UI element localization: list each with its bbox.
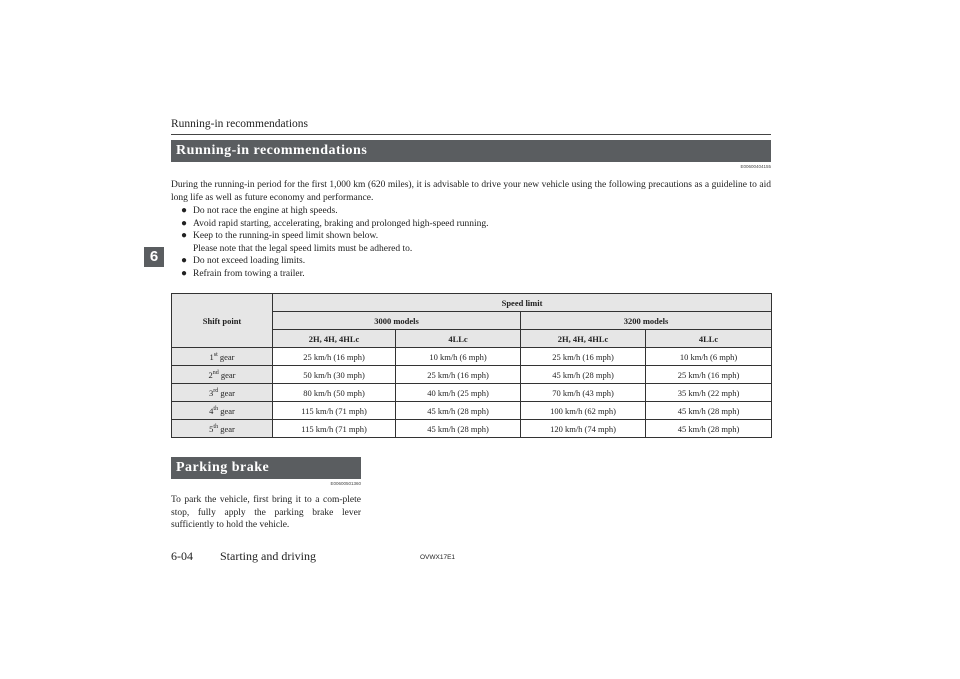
list-item [181,230,771,255]
gear-cell [172,402,273,420]
speed-cell: 45 km/h (28 mph) [521,366,646,384]
speed-cell: 10 km/h (6 mph) [396,348,521,366]
list-item [181,205,771,218]
list-item-note: Please note that the legal speed limits must be adhered to. [193,243,413,254]
gear-word: gear [220,423,235,434]
mode-header: 2H, 4H, 4HLc [521,330,646,348]
gear-number: 2 [208,369,213,380]
speed-cell: 25 km/h (16 mph) [396,366,521,384]
mode-header: 2H, 4H, 4HLc [273,330,396,348]
gear-cell [172,420,273,438]
list-item-text: Do not exceed loading limits. [193,256,306,266]
list-item-text: Keep to the running-in speed limit shown below. [193,231,379,241]
gear-number: 4 [209,405,214,416]
list-item [181,268,771,281]
bullet-icon: ● [181,255,188,266]
section-title-parking-brake: Parking brake [171,457,361,479]
intro-paragraph: During the running-in period for the first 1,000 km (620 miles), it is advisable to drive your new vehicle using the following precautions as a guideline to aid long life as well as future economy and performance. [171,180,771,203]
mode-header: 4LLc [646,330,772,348]
speed-cell: 25 km/h (16 mph) [273,348,396,366]
chapter-tab[interactable]: 6 [144,247,164,267]
model-group-header: 3000 models [273,312,521,330]
speed-limit-header: Speed limit [273,294,772,312]
gear-ordinal: rd [213,387,219,394]
gear-number: 5 [209,423,214,434]
speed-cell: 45 km/h (28 mph) [396,402,521,420]
document-code: OVWX17E1 [420,554,456,561]
mode-header: 4LLc [396,330,521,348]
bullet-icon: ● [181,217,188,229]
shift-point-header: Shift point [172,294,273,348]
list-item [181,218,771,231]
footer-chapter-name: Starting and driving [220,549,316,563]
bullet-icon: ● [181,267,188,279]
speed-cell: 35 km/h (22 mph) [646,384,772,402]
gear-word: gear [220,387,235,398]
table-row [172,420,772,438]
table-row [172,348,772,366]
page-number: 6-04 [171,549,193,563]
speed-cell: 25 km/h (16 mph) [521,348,646,366]
speed-cell: 45 km/h (28 mph) [396,420,521,438]
list-item-text: Do not race the engine at high speeds. [193,206,338,216]
section-code-running-in: E00600404155 [740,164,771,169]
speed-cell: 115 km/h (71 mph) [273,420,396,438]
gear-ordinal: th [213,405,219,412]
gear-ordinal: st [213,351,218,358]
list-item [181,255,771,268]
speed-cell: 50 km/h (30 mph) [273,366,396,384]
table-row [172,366,772,384]
speed-cell: 120 km/h (74 mph) [521,420,646,438]
speed-cell: 10 km/h (6 mph) [646,348,772,366]
table-row [172,384,772,402]
gear-word: gear [220,405,235,416]
parking-brake-paragraph: To park the vehicle, first bring it to a com-plete stop, fully apply the parking brake lever sufficiently to hold the vehicle. [171,495,361,530]
model-group-header: 3200 models [521,312,772,330]
speed-cell: 25 km/h (16 mph) [646,366,772,384]
bullet-icon: ● [181,205,188,216]
list-item-text: Refrain from towing a trailer. [193,268,305,279]
speed-cell: 45 km/h (28 mph) [646,420,772,438]
running-head-title: Running-in recommendations [171,118,309,130]
gear-word: gear [220,369,236,380]
list-item-text: Avoid rapid starting, accelerating, braking and prolonged high-speed running. [193,218,489,229]
table-header-row [172,294,772,312]
speed-cell: 80 km/h (50 mph) [273,384,396,402]
section-title-running-in: Running-in recommendations [171,140,771,162]
gear-cell [172,366,273,384]
gear-cell [172,348,273,366]
speed-cell: 70 km/h (43 mph) [521,384,646,402]
speed-cell: 40 km/h (25 mph) [396,384,521,402]
precaution-list [181,205,771,280]
gear-word: gear [219,351,235,362]
header-divider [171,134,771,135]
gear-ordinal: th [213,423,219,430]
gear-cell [172,384,273,402]
section-code-parking-brake: E00600501360 [330,481,361,486]
gear-ordinal: nd [212,369,219,376]
speed-cell: 115 km/h (71 mph) [273,402,396,420]
bullet-icon: ● [181,230,188,241]
gear-number: 1 [209,351,214,362]
gear-number: 3 [208,387,214,398]
table-row [172,402,772,420]
speed-cell: 100 km/h (62 mph) [521,402,646,420]
speed-limit-table [171,293,772,438]
speed-cell: 45 km/h (28 mph) [646,402,772,420]
